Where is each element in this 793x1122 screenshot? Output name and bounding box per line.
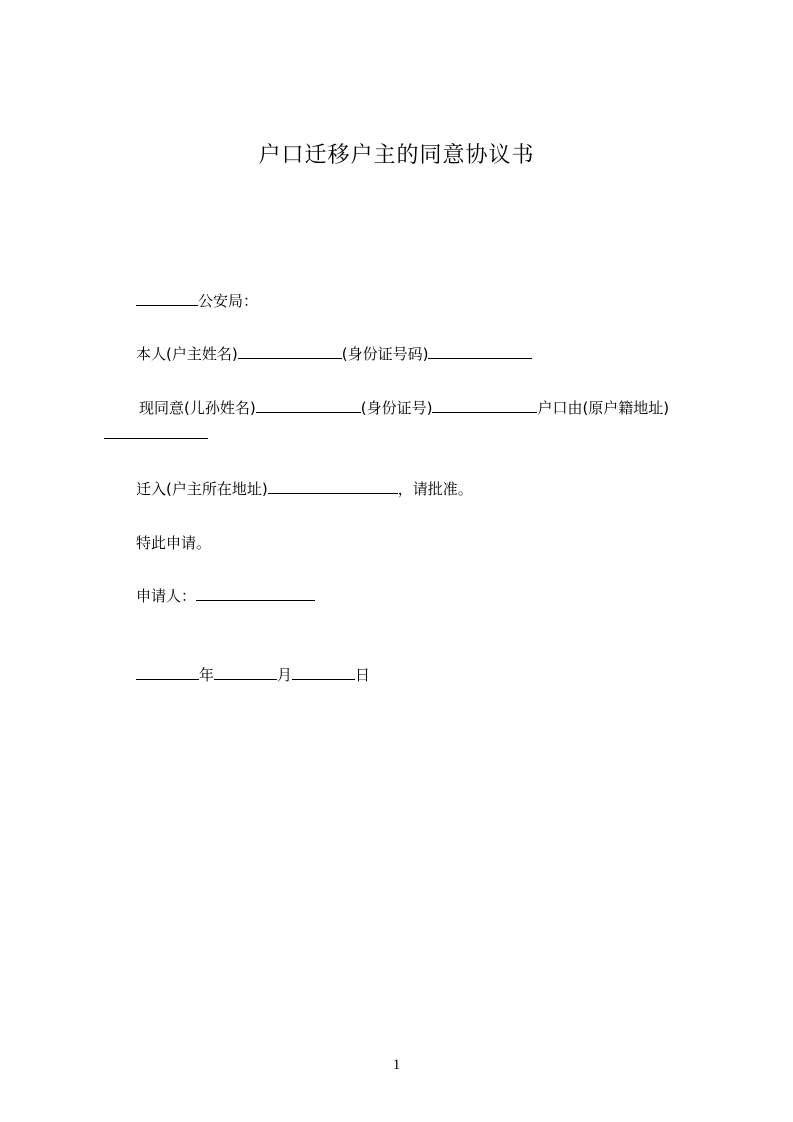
move-in-address-label: 迁入(户主所在地址) <box>136 480 268 498</box>
year-blank <box>136 664 199 680</box>
year-label: 年 <box>199 666 215 684</box>
descendant-id-blank <box>432 397 537 413</box>
descendant-id-label: (身份证号) <box>360 399 433 417</box>
applicant-line <box>136 585 315 607</box>
consent-line-continuation <box>104 423 208 445</box>
move-in-tail: ，请批准。 <box>397 480 473 498</box>
addressee-suffix: 公安局： <box>198 292 259 310</box>
householder-id-blank <box>428 343 532 359</box>
householder-name-blank <box>238 343 342 359</box>
month-blank <box>214 664 277 680</box>
householder-line <box>136 343 532 365</box>
original-address-label: 户口由(原户籍地址) <box>537 399 670 417</box>
consent-line <box>139 397 669 419</box>
month-label: 月 <box>277 666 293 684</box>
householder-name-label: 本人(户主姓名) <box>136 345 238 363</box>
householder-id-label: (身份证号码) <box>341 345 429 363</box>
descendant-name-label: 现同意(儿孙姓名) <box>139 399 256 417</box>
original-address-blank <box>104 423 208 439</box>
applicant-label: 申请人： <box>136 587 197 605</box>
day-blank <box>292 664 355 680</box>
page-number: 1 <box>392 1057 401 1073</box>
police-bureau-blank <box>136 290 198 306</box>
move-in-line <box>136 478 473 500</box>
addressee-line <box>136 290 258 312</box>
move-in-address-blank <box>268 478 398 494</box>
statement-line: 特此申请。 <box>136 534 212 552</box>
day-label: 日 <box>355 666 371 684</box>
descendant-name-blank <box>256 397 361 413</box>
document-title: 户口迁移户主的同意协议书 <box>258 143 535 168</box>
applicant-signature-blank <box>196 585 315 601</box>
date-line <box>136 664 370 686</box>
